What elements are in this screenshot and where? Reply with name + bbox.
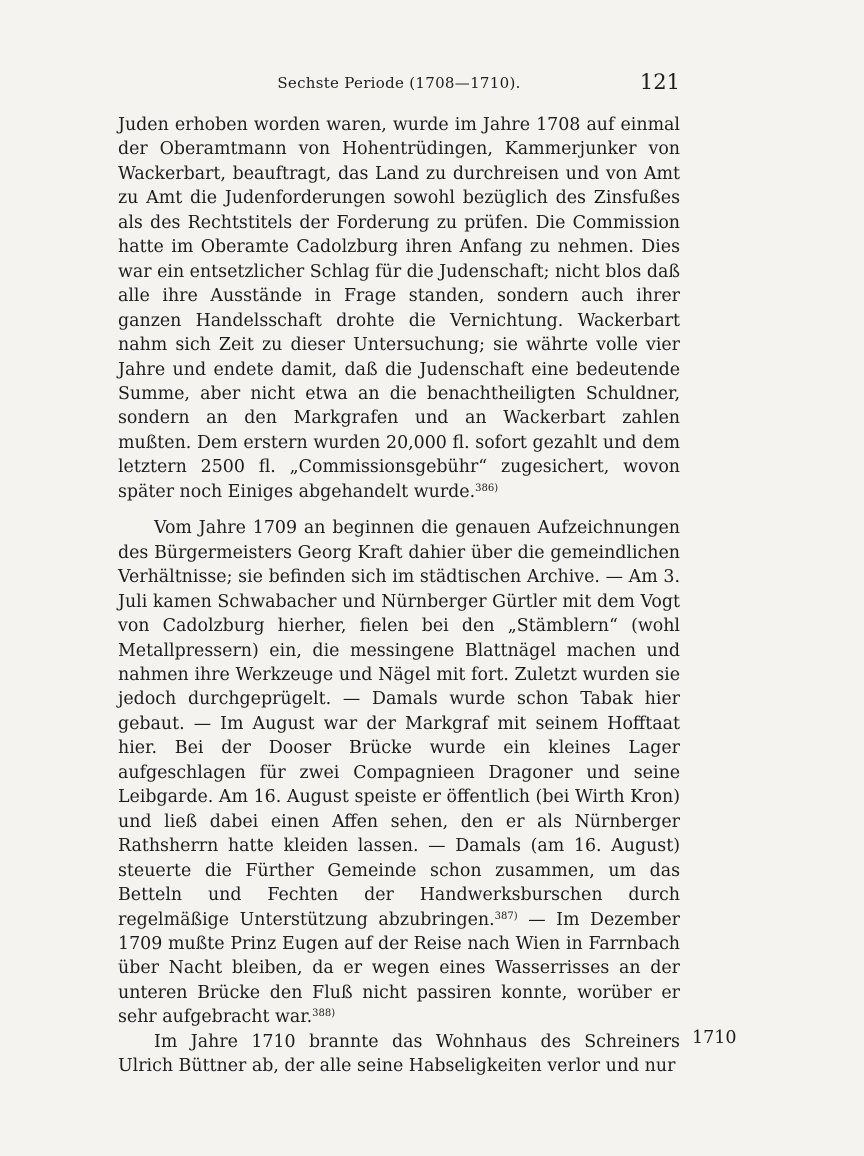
margin-year-note: 1710 [692, 1028, 737, 1048]
paragraph-1 [118, 113, 680, 504]
footnote-ref-387[interactable]: 387) [494, 910, 518, 922]
page-header [118, 70, 680, 100]
paragraph-2-text: Vom Jahre 1709 an beginnen die genauen Aufzeichnungen des Bürgermeisters Georg Kraft dahier über die gemeindlichen Verhältnisse; sie befinden sich im städtischen Archive. — Am 3. Juli kamen Schwabacher und Nürnberger Gürtler mit dem Vogt von Cadolzburg hierher, fielen bei den „Stämblern“ (wohl Metallpressern) ein, die messingene Blattnägel machen und nahmen ihre Werkzeuge und Nägel mit fort. Zuletzt wurden sie jedoch durchgeprügelt. — Damals wurde schon Tabak hier gebaut. — Im August war der Markgraf mit seinem Hofftaat hier. Bei der Dooser Brücke wurde ein kleines Lager aufgeschlagen für zwei Compagnieen Dragoner und seine Leibgarde. Am 16. August speiste er öffentlich (bei Wirth Kron) und ließ dabei einen Affen sehen, den er als Nürnberger Rathsherrn hatte kleiden lassen. — Damals (am 16. August) steuerte die Fürther Gemeinde schon zusammen, um das Betteln und Fechten der Handwerksburschen durch regelmäßige Unterstützung abzubringen. [118, 518, 680, 930]
page-number: 121 [639, 70, 680, 94]
paragraph-2 [118, 516, 680, 1030]
paragraph-1-text: Juden erhoben worden waren, wurde im Jahre 1708 auf einmal der Oberamtmann von Hohentrüdingen, Kammerjunker von Wackerbart, beauftragt, das Land zu durchreisen und von Amt zu Amt die Judenforderungen sowohl bezüglich des Zinsfußes als des Rechtstitels der Forderung zu prüfen. Die Commission hatte im Oberamte Cadolzburg ihren Anfang zu nehmen. Dies war ein entsetzlicher Schlag für die Judenschaft; nicht blos daß alle ihre Ausstände in Frage standen, sondern auch ihrer ganzen Handelsschaft drohte die Vernichtung. Wackerbart nahm sich Zeit zu dieser Untersuchung; sie währte volle vier Jahre und endete damit, daß die Judenschaft eine bedeutende Summe, aber nicht etwa an die benachtheiligten Schuldner, sondern an den Markgrafen und an Wackerbart zahlen mußten. Dem erstern wurden 20,000 fl. sofort gezahlt und dem letztern 2500 fl. „Commissionsgebühr“ zugesichert, wovon später noch Einiges abgehandelt wurde. [118, 115, 680, 502]
paragraph-3 [118, 1030, 680, 1079]
paragraph-3-text: Im Jahre 1710 brannte das Wohnhaus des Schreiners Ulrich Büttner ab, der alle seine Habseligkeiten verlor und nur [118, 1031, 680, 1077]
footnote-ref-388[interactable]: 388) [312, 1008, 336, 1020]
footnote-ref-386[interactable]: 386) [475, 482, 499, 494]
paragraph-2-text-continued: — Im Dezember 1709 mußte Prinz Eugen auf der Reise nach Wien in Farrnbach über Nacht bleiben, da er wegen eines Wasserrisses an der unteren Brücke den Fluß nicht passiren konnte, worüber er sehr aufgebracht war. [118, 909, 680, 1028]
body-text [118, 113, 680, 1079]
running-head: Sechste Periode (1708—1710). [277, 74, 521, 92]
